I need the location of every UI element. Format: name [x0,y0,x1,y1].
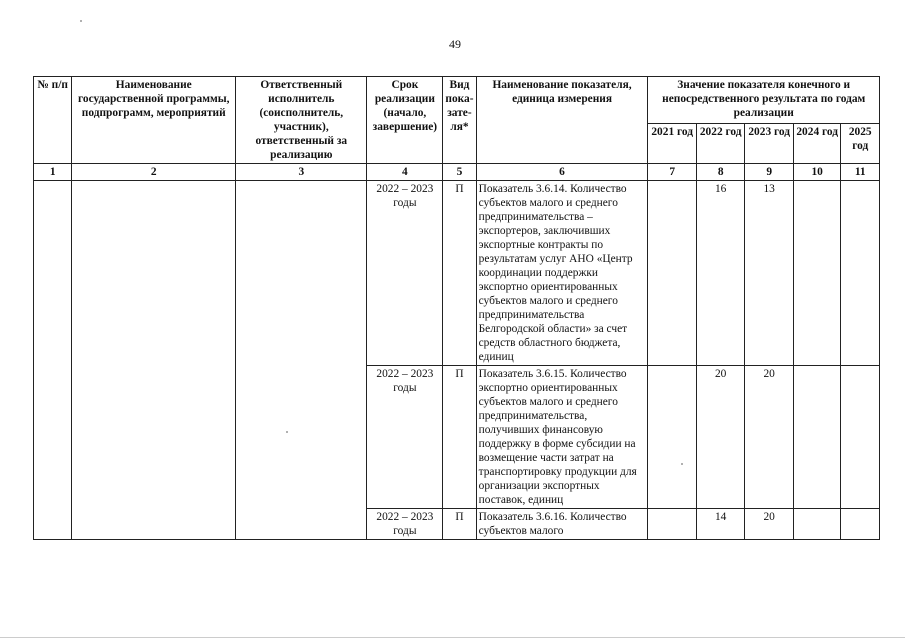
scan-speck [681,463,683,465]
cell-term: 2022 – 2023 годы [367,366,443,509]
table-row [34,181,880,366]
indicators-table [33,76,880,540]
column-number: 3 [236,164,367,181]
cell-indicator-name: Показатель 3.6.15. Количество экспортно ориентированных субъектов малого и среднего предпринимательства, получивших финансовую поддержку в форме субсидии на возмещение части затрат на транспортировку продукции для организации экспортных поставок, единиц [476,366,648,509]
cell-term: 2022 – 2023 годы [367,509,443,540]
cell-indicator-name: Показатель 3.6.16. Количество субъектов малого [476,509,648,540]
cell-value-2025 [841,509,880,540]
header-program-name: Наименование государственной программы, подпрограмм, мероприятий [72,77,236,164]
header-indicator-name: Наименование показателя, единица измерения [476,77,648,164]
cell-indicator-type: П [443,509,476,540]
scan-speck [286,431,288,433]
cell-value-2025 [841,366,880,509]
page-number: 49 [449,37,461,51]
header-executor: Ответственный исполнитель (соисполнитель, участник), ответственный за реализацию [236,77,367,164]
cell-value-2022: 20 [696,366,745,509]
header-year-2025: 2025 год [841,124,880,164]
cell-value-2023: 20 [745,366,794,509]
header-values-group: Значение показателя конечного и непосредственного результата по годам реализации [648,77,880,124]
cell-value-2024 [793,509,841,540]
column-number: 10 [793,164,841,181]
header-row [34,77,880,124]
cell-value-2021 [648,509,697,540]
cell-value-2021 [648,181,697,366]
scan-speck [80,20,82,22]
cell-value-2022: 16 [696,181,745,366]
cell-value-2025 [841,181,880,366]
column-number: 2 [72,164,236,181]
column-number: 8 [696,164,745,181]
header-indicator-type: Вид пока-зате-ля* [443,77,476,164]
column-number: 4 [367,164,443,181]
cell-program-name [72,181,236,540]
header-num: № п/п [34,77,72,164]
column-number: 1 [34,164,72,181]
header-year-2021: 2021 год [648,124,697,164]
cell-term: 2022 – 2023 годы [367,181,443,366]
column-number: 5 [443,164,476,181]
cell-indicator-name: Показатель 3.6.14. Количество субъектов малого и среднего предпринимательства – экспортеров, заключивших экспортные контракты по результатам услуг АНО «Центр координации поддержки экспортно ориентированных субъектов малого и среднего предпринимательства Белгородской области» за счет средств областного бюджета, единиц [476,181,648,366]
cell-value-2023: 20 [745,509,794,540]
column-numbers-row [34,164,880,181]
cell-executor [236,181,367,540]
cell-value-2024 [793,366,841,509]
header-year-2022: 2022 год [696,124,745,164]
header-year-2024: 2024 год [793,124,841,164]
column-number: 7 [648,164,697,181]
column-number: 6 [476,164,648,181]
cell-value-2023: 13 [745,181,794,366]
cell-num [34,181,72,540]
cell-indicator-type: П [443,366,476,509]
cell-value-2022: 14 [696,509,745,540]
cell-value-2024 [793,181,841,366]
column-number: 9 [745,164,794,181]
cell-value-2021 [648,366,697,509]
scan-edge-line [0,637,905,638]
header-year-2023: 2023 год [745,124,794,164]
column-number: 11 [841,164,880,181]
cell-indicator-type: П [443,181,476,366]
header-term: Срок реализации (начало, завершение) [367,77,443,164]
